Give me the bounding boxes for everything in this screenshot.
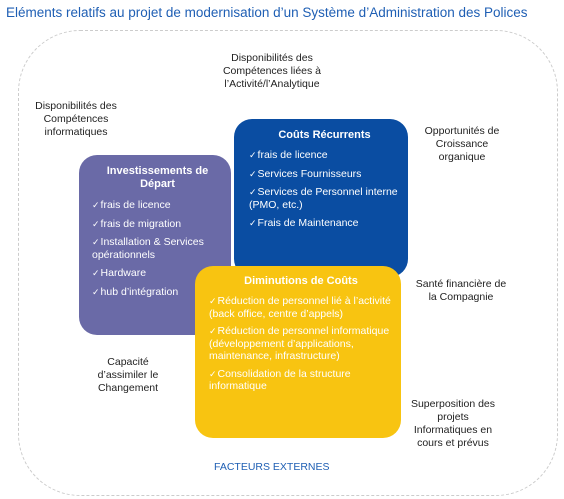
cost-reductions-box [195,266,401,438]
factor-organic-growth: Opportunités de Croissance organique [424,125,500,163]
diagram-title: Eléments relatifs au projet de modernisation d’un Système d’Administration des Polices [6,5,528,20]
list-item: ✓ hub d’intégration [92,286,223,299]
cost-reductions-title: Diminutions de Coûts [244,275,358,287]
list-item: ✓ Services de Personnel interne (PMO, etc.) [249,186,400,211]
list-item: ✓ Frais de Maintenance [249,217,400,230]
factor-change-capacity: Capacité d’assimiler le Changement [97,356,159,394]
factor-it-skills: Disponibilités des Compétences informatiques [35,100,117,138]
list-item: ✓ frais de licence [249,149,400,162]
recurring-costs-title: Coûts Récurrents [278,129,371,141]
list-item: ✓ Réduction de personnel lié à l’activité (back office, centre d’appels) [209,295,393,320]
recurring-costs-list [249,149,400,230]
factor-it-projects-overlap: Superposition des projets Informatiques en cours et prévus [410,398,496,449]
external-factors-label: FACTEURS EXTERNES [214,461,330,473]
cost-reductions-list [209,295,393,393]
list-item: ✓ Installation & Services opérationnels [92,236,223,261]
factor-financial-health: Santé financière de la Compagnie [415,278,507,303]
recurring-costs-box [234,119,408,277]
list-item: ✓ Réduction de personnel informatique (développement d’applications, maintenance, infrastructure) [209,325,393,363]
list-item: ✓ frais de licence [92,199,223,212]
factor-analytics-skills: Disponibilités des Compétences liées à l’Activité/l’Analytique [222,52,322,90]
initial-investments-title: Investissements de Départ [106,165,209,190]
list-item: ✓ Services Fournisseurs [249,168,400,181]
list-item: ✓ frais de migration [92,218,223,231]
list-item: ✓ Consolidation de la structure informatique [209,368,393,393]
list-item: ✓ Hardware [92,267,223,280]
